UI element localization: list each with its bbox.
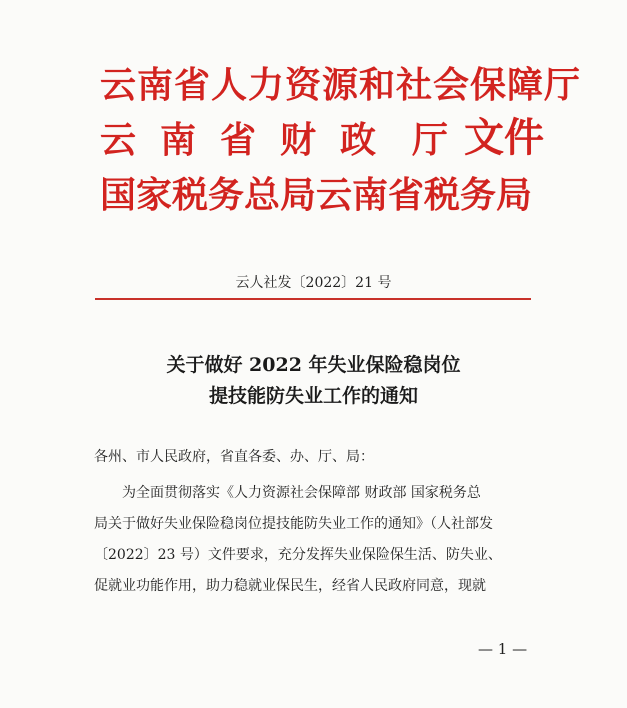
issuer-finance-char: 厅 <box>412 120 449 161</box>
document-title-line-2: 提技能防失业工作的通知 <box>208 385 418 407</box>
issuer-finance-char: 财 <box>280 120 317 161</box>
body-line: 为全面贯彻落实《人力资源社会保障部 财政部 国家税务总 <box>122 485 481 501</box>
document-number: 云人社发〔2022〕21 号 <box>235 275 392 291</box>
addressee: 各州、市人民政府，省直各委、办、厅、局： <box>94 449 374 465</box>
issuer-finance-char: 云 <box>100 120 137 161</box>
issuer-finance-char: 政 <box>340 120 377 161</box>
body-line: 局关于做好失业保险稳岗位提技能防失业工作的通知》（人社部发 <box>94 516 493 532</box>
issuer-hrss-dept: 云南省人力资源和社会保障厅 <box>100 65 582 106</box>
body-line: 〔2022〕23 号）文件要求，充分发挥失业保险保生活、防失业、 <box>94 547 502 563</box>
issuer-finance-dept <box>100 120 449 161</box>
issuer-tax-bureau: 国家税务总局云南省税务局 <box>100 175 533 216</box>
red-divider-line <box>95 298 531 300</box>
page-number: — 1 — <box>478 640 528 658</box>
document-title-line-1: 关于做好 2022 年失业保险稳岗位 <box>166 354 461 376</box>
document-suffix: 文件 <box>464 115 544 161</box>
body-line: 促就业功能作用，助力稳就业保民生，经省人民政府同意，现就 <box>94 578 486 594</box>
issuer-finance-char: 省 <box>220 120 257 161</box>
issuer-finance-char: 南 <box>160 120 197 161</box>
